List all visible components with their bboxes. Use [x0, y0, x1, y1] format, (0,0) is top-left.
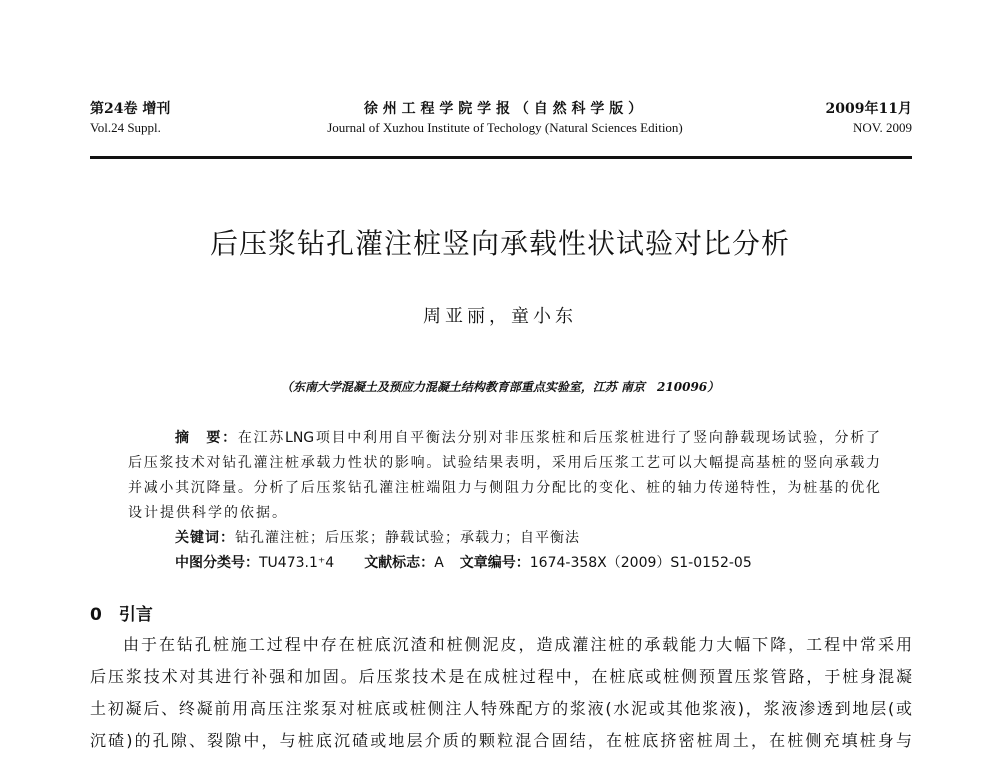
volume-en: Vol.24 Suppl. [90, 120, 161, 135]
volume-cn: 第24卷 增刊 [90, 101, 171, 117]
journal-title-cn: 徐 州 工 程 学 院 学 报 （ 自 然 科 学 版 ） [363, 101, 643, 117]
date-cn: 2009年11月 [825, 101, 912, 117]
section-heading: 0 引言 [90, 605, 153, 625]
affiliation: （东南大学混凝土及预应力混凝土结构教育部重点实验室，江苏 南京 210096） [280, 380, 720, 394]
abstract-label: 摘 要： [175, 430, 238, 446]
body-line: 土初凝后、终凝前用高压注浆泵对桩底或桩侧注人特殊配方的浆液(水泥或其他浆液)，浆液渗透到地层(或 [90, 699, 912, 718]
body-line: 沉碴)的孔隙、裂隙中，与桩底沉碴或地层介质的颗粒混合固结，在桩底挤密桩周土，在桩侧充填桩身与 [90, 731, 912, 750]
authors: 周亚丽，童小东 [423, 306, 577, 327]
abstract-line: 摘 要：在江苏LNG项目中利用自平衡法分别对非压浆桩和后压浆桩进行了竖向静载现场试验，分析了 [175, 430, 880, 446]
abstract-line: 后压浆技术对钻孔灌注桩承载力性状的影响。试验结果表明，采用后压浆工艺可以大幅提高基桩的竖向承载力 [128, 455, 880, 471]
keywords: 关键词：钻孔灌注桩；后压浆；静载试验；承载力；自平衡法 [175, 530, 580, 546]
journal-title-en: Journal of Xuzhou Institute of Techology (Natural Sciences Edition) [327, 120, 683, 135]
paper-title: 后压浆钻孔灌注桩竖向承载性状试验对比分析 [209, 227, 790, 260]
body-line: 后压浆技术对其进行补强和加固。后压浆技术是在成桩过程中，在桩底或桩侧预置压浆管路，于桩身混凝 [90, 667, 912, 686]
header-rule [90, 156, 912, 159]
abstract-line: 并减小其沉降量。分析了后压浆钻孔灌注桩端阻力与侧阻力分配比的变化、桩的轴力传递特性，为桩基的优化 [128, 480, 880, 496]
body-line: 由于在钻孔桩施工过程中存在桩底沉渣和桩侧泥皮，造成灌注桩的承载能力大幅下降，工程中常采用 [123, 635, 912, 654]
date-en: NOV. 2009 [853, 120, 912, 135]
classification: 中图分类号：TU473.1⁺4 文献标志：A 文章编号：1674-358X（2009）S1-0152-05 [175, 555, 752, 571]
abstract-line: 设计提供科学的依据。 [128, 505, 288, 521]
